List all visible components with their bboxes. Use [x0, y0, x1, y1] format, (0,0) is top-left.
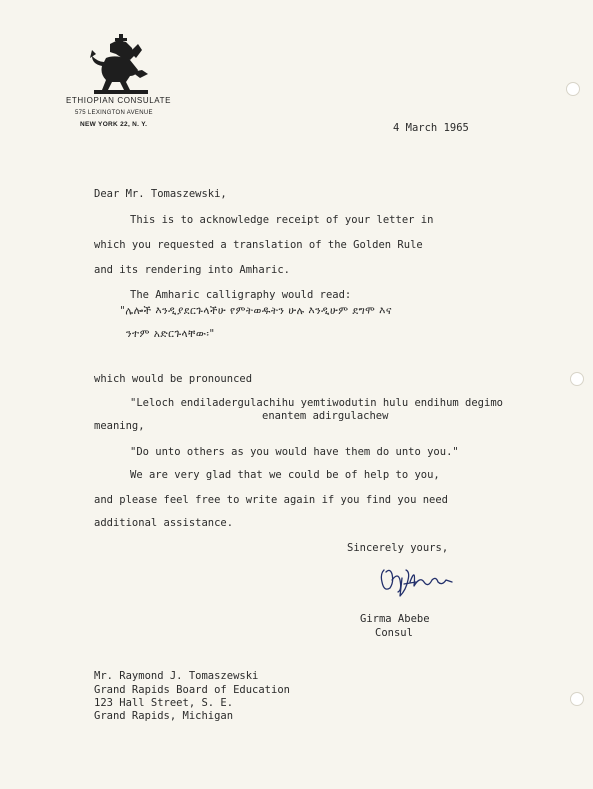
- pronunciation-line-2: enantem adirgulachew: [262, 410, 389, 422]
- paragraph-1-line-3: and its rendering into Amharic.: [94, 264, 290, 276]
- paragraph-3-line-2: and please feel free to write again if you find you need: [94, 494, 449, 506]
- paragraph-3-line-1: We are very glad that we could be of help to you,: [130, 469, 440, 481]
- consulate-city: NEW YORK 22, N. Y.: [80, 121, 148, 128]
- signer-title: Consul: [375, 627, 413, 639]
- recipient-line-1: Mr. Raymond J. Tomaszewski: [94, 670, 259, 682]
- meaning-label: meaning,: [94, 420, 145, 432]
- salutation: Dear Mr. Tomaszewski,: [94, 188, 227, 200]
- consulate-name: ETHIOPIAN CONSULATE: [66, 96, 172, 105]
- consulate-street: 575 LEXINGTON AVENUE: [75, 110, 153, 116]
- letter-date: 4 March 1965: [393, 122, 469, 134]
- signer-name: Girma Abebe: [360, 613, 430, 625]
- paragraph-3-line-3: additional assistance.: [94, 517, 234, 529]
- amharic-line-2: ንተም አድርጉላቸው፡": [126, 328, 215, 340]
- recipient-line-2: Grand Rapids Board of Education: [94, 684, 290, 696]
- pronunciation-intro: which would be pronounced: [94, 373, 253, 385]
- recipient-line-3: 123 Hall Street, S. E.: [94, 697, 234, 709]
- paragraph-1-line-1: This is to acknowledge receipt of your letter in: [130, 214, 434, 226]
- closing: Sincerely yours,: [347, 542, 449, 554]
- recipient-line-4: Grand Rapids, Michigan: [94, 710, 234, 722]
- amharic-line-1: "ሌሎች እንዲያደርጉላችሁ የምትወዱትን ሁሉ እንዲሁም ደግሞ እና: [120, 305, 392, 317]
- pronunciation-line-1: "Leloch endiladergulachihu yemtiwodutin hulu endihum degimo: [130, 397, 503, 409]
- paragraph-1-line-2: which you requested a translation of the Golden Rule: [94, 239, 423, 251]
- paragraph-2-line-1: The Amharic calligraphy would read:: [130, 289, 352, 301]
- meaning-quote: "Do unto others as you would have them do unto you.": [130, 446, 459, 458]
- punch-hole-top: [566, 82, 580, 96]
- punch-hole-bottom: [570, 692, 584, 706]
- punch-hole-middle: [570, 372, 584, 386]
- lion-of-judah-emblem-icon: [86, 30, 156, 98]
- handwritten-signature: [376, 562, 456, 604]
